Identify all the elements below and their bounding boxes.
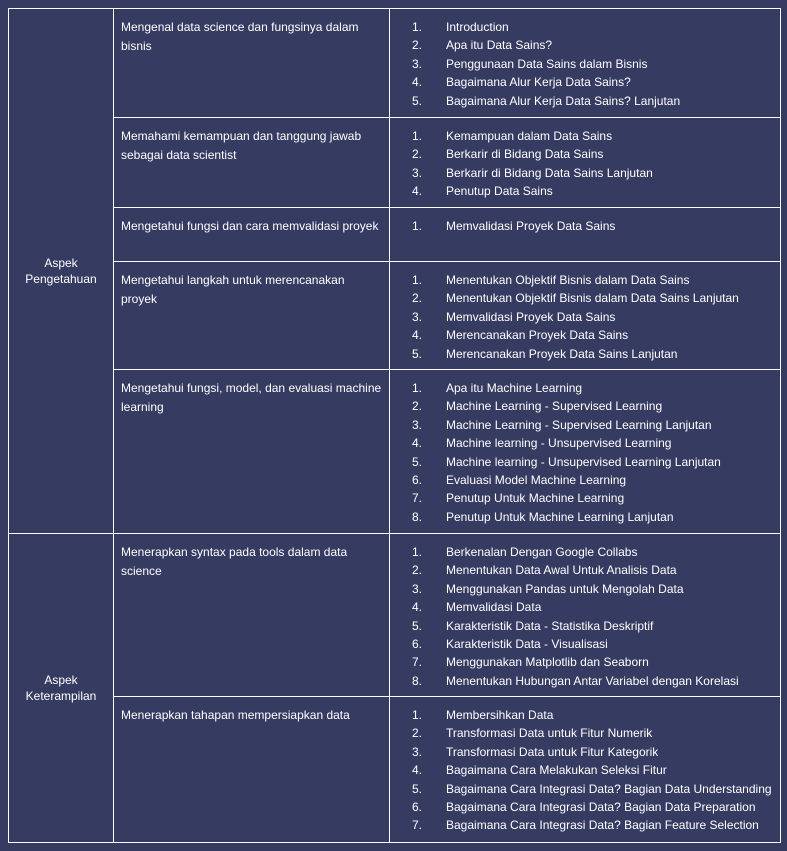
topic-number: 7. [412, 491, 423, 506]
topic-title: Menggunakan Pandas untuk Mengolah Data [446, 581, 684, 596]
topic-number: 7. [412, 655, 423, 670]
table-row [9, 118, 781, 208]
aspect-skill-cell [9, 534, 114, 843]
topic-number: 2. [412, 726, 423, 741]
topic-title: Bagaimana Cara Integrasi Data? Bagian Data Preparation [446, 799, 756, 814]
topics-cell [390, 534, 781, 697]
topic-number: 4. [412, 328, 423, 343]
list-item [390, 816, 780, 834]
topic-number: 2. [412, 563, 423, 578]
topic-list [390, 127, 780, 201]
list-item [390, 379, 780, 397]
aspect-knowledge-cell [9, 9, 114, 534]
list-item [390, 580, 780, 598]
topics-cell [390, 262, 781, 370]
list-item [390, 145, 780, 163]
topic-number: 5. [412, 346, 423, 361]
list-item [390, 345, 780, 363]
topic-list [390, 217, 780, 235]
table-row [9, 9, 781, 118]
topic-list [390, 706, 780, 835]
list-item [390, 471, 780, 489]
topic-title: Machine Learning - Supervised Learning Lanjutan [446, 417, 712, 432]
topic-title: Merencanakan Proyek Data Sains [446, 328, 629, 343]
topic-title: Machine Learning - Supervised Learning [446, 399, 663, 414]
list-item [390, 55, 780, 73]
topic-title: Machine learning - Unsupervised Learning Lanjutan [446, 454, 721, 469]
topic-title: Menentukan Hubungan Antar Variabel dengan Korelasi [446, 673, 739, 688]
table-row [9, 262, 781, 370]
topic-number: 7. [412, 818, 423, 833]
list-item [390, 798, 780, 816]
topic-title: Berkarir di Bidang Data Sains Lanjutan [446, 165, 653, 180]
topic-number: 2. [412, 291, 423, 306]
topic-number: 4. [412, 600, 423, 615]
curriculum-table [8, 8, 781, 843]
list-item [390, 780, 780, 798]
topic-title: Merencanakan Proyek Data Sains Lanjutan [446, 346, 678, 361]
list-item [390, 743, 780, 761]
topic-title: Kemampuan dalam Data Sains [446, 129, 613, 143]
table-row [9, 697, 781, 843]
topics-cell [390, 118, 781, 208]
list-item [390, 416, 780, 434]
list-item [390, 18, 780, 36]
topic-title: Berkarir di Bidang Data Sains [446, 147, 604, 162]
list-item [390, 127, 780, 145]
list-item [390, 289, 780, 307]
topic-number: 6. [412, 472, 423, 487]
topic-number: 4. [412, 75, 423, 90]
topic-number: 5. [412, 454, 423, 469]
list-item [390, 724, 780, 742]
topic-title: Memvalidasi Proyek Data Sains [446, 309, 616, 324]
topics-cell [390, 370, 781, 534]
topic-title: Bagaimana Cara Melakukan Seleksi Fitur [446, 763, 667, 778]
list-item [390, 182, 780, 200]
goal-cell: Menerapkan syntax pada tools dalam data science [114, 534, 390, 697]
topic-title: Transformasi Data untuk Fitur Kategorik [446, 744, 659, 759]
list-item [390, 73, 780, 91]
topic-number: 8. [412, 509, 423, 524]
aspect-label: Keterampilan [25, 689, 97, 703]
topic-number: 1. [412, 20, 423, 34]
topic-number: 6. [412, 636, 423, 651]
list-item [390, 326, 780, 344]
goal-cell: Memahami kemampuan dan tanggung jawab sebagai data scientist [114, 118, 390, 208]
goal-cell: Mengetahui langkah untuk merencanakan proyek [114, 262, 390, 370]
list-item [390, 706, 780, 724]
topics-cell [390, 208, 781, 262]
topic-number: 2. [412, 399, 423, 414]
list-item [390, 434, 780, 452]
goal-cell: Mengetahui fungsi dan cara memvalidasi proyek [114, 208, 390, 262]
topic-title: Menentukan Objektif Bisnis dalam Data Sains Lanjutan [446, 291, 739, 306]
topic-number: 4. [412, 184, 423, 199]
topic-number: 3. [412, 417, 423, 432]
topic-number: 2. [412, 147, 423, 162]
topic-title: Bagaimana Alur Kerja Data Sains? Lanjutan [446, 93, 681, 108]
topic-title: Transformasi Data untuk Fitur Numerik [446, 726, 653, 741]
goal-cell: Mengetahui fungsi, model, dan evaluasi machine learning [114, 370, 390, 534]
goal-cell: Menerapkan tahapan mempersiapkan data [114, 697, 390, 843]
topic-number: 1. [412, 219, 423, 233]
topic-number: 3. [412, 309, 423, 324]
topic-title: Penggunaan Data Sains dalam Bisnis [446, 56, 648, 71]
list-item [390, 672, 780, 690]
list-item [390, 217, 780, 235]
aspect-label: Pengetahuan [25, 272, 97, 286]
topic-title: Penutup Untuk Machine Learning [446, 491, 625, 506]
topic-number: 1. [412, 381, 423, 395]
topic-number: 3. [412, 165, 423, 180]
topic-title: Menggunakan Matplotlib dan Seaborn [446, 655, 649, 670]
topic-number: 1. [412, 273, 423, 287]
topic-number: 5. [412, 618, 423, 633]
table-row [9, 534, 781, 697]
topic-number: 5. [412, 781, 423, 796]
topic-title: Karakteristik Data - Visualisasi [446, 636, 608, 651]
topic-title: Bagaimana Cara Integrasi Data? Bagian Data Understanding [446, 781, 772, 796]
topic-number: 1. [412, 545, 423, 559]
topic-number: 3. [412, 56, 423, 71]
topic-number: 4. [412, 436, 423, 451]
topic-number: 1. [412, 708, 423, 722]
topic-list [390, 18, 780, 110]
topic-number: 2. [412, 38, 423, 53]
topic-number: 6. [412, 799, 423, 814]
list-item [390, 543, 780, 561]
list-item [390, 397, 780, 415]
topic-number: 3. [412, 581, 423, 596]
list-item [390, 453, 780, 471]
topic-list [390, 543, 780, 690]
topic-number: 3. [412, 744, 423, 759]
topic-title: Menentukan Objektif Bisnis dalam Data Sains [446, 273, 690, 287]
topic-title: Menentukan Data Awal Untuk Analisis Data [446, 563, 677, 578]
topic-title: Introduction [446, 20, 509, 34]
topic-number: 4. [412, 763, 423, 778]
list-item [390, 489, 780, 507]
topic-title: Memvalidasi Data [446, 600, 542, 615]
topics-cell [390, 697, 781, 843]
topic-number: 8. [412, 673, 423, 688]
aspect-label: Aspek [44, 256, 78, 270]
list-item [390, 164, 780, 182]
list-item [390, 92, 780, 110]
topic-title: Bagaimana Alur Kerja Data Sains? [446, 75, 631, 90]
topic-number: 5. [412, 93, 423, 108]
list-item [390, 598, 780, 616]
list-item [390, 308, 780, 326]
list-item [390, 761, 780, 779]
list-item [390, 271, 780, 289]
topics-cell [390, 9, 781, 118]
list-item [390, 635, 780, 653]
topic-title: Memvalidasi Proyek Data Sains [446, 219, 616, 233]
list-item [390, 508, 780, 526]
topic-title: Bagaimana Cara Integrasi Data? Bagian Feature Selection [446, 818, 759, 833]
topic-list [390, 379, 780, 526]
topic-title: Evaluasi Model Machine Learning [446, 472, 627, 487]
aspect-label: Aspek [44, 673, 78, 687]
topic-list [390, 271, 780, 363]
table-row [9, 370, 781, 534]
topic-number: 1. [412, 129, 423, 143]
goal-cell: Mengenal data science dan fungsinya dalam bisnis [114, 9, 390, 118]
topic-title: Machine learning - Unsupervised Learning [446, 436, 672, 451]
list-item [390, 561, 780, 579]
topic-title: Penutup Data Sains [446, 184, 553, 199]
list-item [390, 617, 780, 635]
list-item [390, 653, 780, 671]
topic-title: Apa itu Machine Learning [446, 381, 583, 395]
table-row [9, 208, 781, 262]
list-item [390, 36, 780, 54]
topic-title: Berkenalan Dengan Google Collabs [446, 545, 638, 559]
topic-title: Penutup Untuk Machine Learning Lanjutan [446, 509, 674, 524]
topic-title: Membersihkan Data [446, 708, 554, 722]
topic-title: Apa itu Data Sains? [446, 38, 553, 53]
topic-title: Karakteristik Data - Statistika Deskriptif [446, 618, 654, 633]
